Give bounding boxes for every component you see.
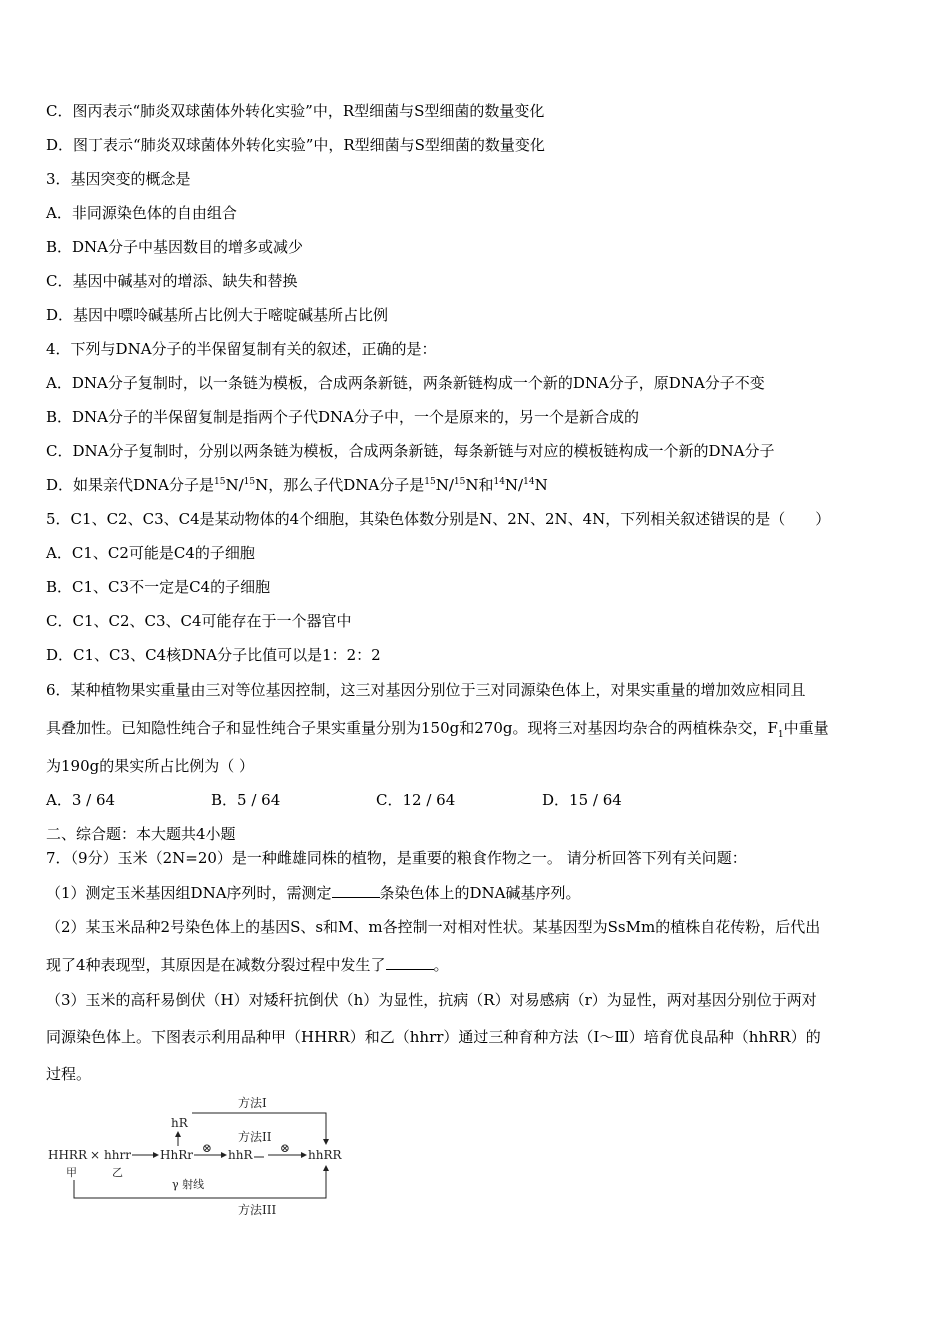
q6-text-1: 某种植物果实重量由三对等位基因控制，这三对基因分别位于三对同源染色体上，对果实重量的增加效应相同且 [70, 681, 806, 699]
q4d-text-4: N/ [435, 476, 454, 494]
question-4-option-c: C．DNA分子复制时，分别以两条链为模板，合成两条新链，每条新链与对应的模板链构成一个新的DNA分子 [46, 442, 775, 460]
q7-2-text-1: 现了4种表现型，其原因是在减数分裂过程中发生了 [46, 956, 386, 974]
q7-1-text-1: （1）测定玉米基因组DNA序列时，需测定 [46, 884, 332, 902]
q4d-text-2: N/ [225, 476, 244, 494]
f1-genotype: HhRr [160, 1148, 193, 1162]
question-7-part-3-line-2: 同源染色体上。下图表示利用品种甲（HHRR）和乙（hhrr）通过三种育种方法（Ⅰ～Ⅲ）培育优良品种（hhRR）的 [46, 1028, 821, 1046]
q6-option-b: B．5 / 64 [211, 791, 281, 809]
q4d-text-5: N和 [465, 476, 494, 494]
q6-sub: 1 [777, 730, 784, 740]
intermediate-genotype: hhR [228, 1148, 253, 1162]
q5-text: C1、C2、C3、C4是某动物体的4个细胞，其染色体数分别是N、2N、2N、4N，下列相关叙述错误的是（ ） [70, 510, 831, 528]
question-7-part-2-line-1: （2）某玉米品种2号染色体上的基因S、s和M、m各控制一对相对性状。某基因型为SsMm的植株自花传粉，后代出 [46, 918, 821, 936]
cross-symbol: × [90, 1148, 101, 1162]
question-5-option-b: B．C1、C3不一定是C4的子细胞 [46, 578, 271, 596]
question-3-option-c: C．基因中碱基对的增添、缺失和替换 [46, 272, 298, 290]
option-d-previous: D．图丁表示“肺炎双球菌体外转化实验”中，R型细菌与S型细菌的数量变化 [46, 136, 545, 154]
q4d-sup-4: 15 [453, 477, 466, 487]
question-5-option-c: C．C1、C2、C3、C4可能存在于一个器官中 [46, 612, 352, 630]
q5-number: 5． [46, 510, 71, 528]
question-3-option-d: D．基因中嘌呤碱基所占比例大于嘧啶碱基所占比例 [46, 306, 389, 324]
question-3-option-a: A．非同源染色体的自由组合 [46, 204, 237, 222]
q6-option-a: A．3 / 64 [46, 791, 116, 809]
method-3-label: 方法III [238, 1203, 277, 1217]
question-4-stem: 4．下列与DNA分子的半保留复制有关的叙述，正确的是： [46, 340, 437, 358]
question-6-options [46, 790, 746, 810]
question-7-part-2-line-2 [46, 955, 449, 975]
target-genotype: hhRR [308, 1148, 342, 1162]
answer-blank-1[interactable] [332, 883, 380, 898]
q4d-sup-5: 14 [493, 477, 505, 487]
q4d-text-1: D．如果亲代DNA分子是 [46, 476, 215, 494]
question-5-option-a: A．C1、C2可能是C4的子细胞 [46, 544, 255, 562]
question-6-line-2 [46, 718, 829, 738]
breeding-methods-diagram [44, 1092, 354, 1222]
self-cross-symbol-1: ⊗ [202, 1141, 213, 1155]
q7-number: 7．（9分） [46, 849, 118, 867]
gamete-genotype: hR [171, 1116, 188, 1130]
q6-number: 6． [46, 681, 71, 699]
section-2-heading: 二、综合题：本大题共4小题 [46, 825, 236, 843]
q4d-sup-3: 15 [424, 477, 436, 487]
question-4-option-d [46, 475, 548, 495]
q6-option-c: C．12 / 64 [376, 791, 456, 809]
question-5-stem [46, 509, 830, 529]
question-7-part-3-line-1: （3）玉米的高秆易倒伏（H）对矮秆抗倒伏（h）为显性，抗病（R）对易感病（r）为显性，两对基因分别位于两对 [46, 991, 817, 1009]
question-4-option-a: A．DNA分子复制时，以一条链为模板，合成两条新链，两条新链构成一个新的DNA分子，原DNA分子不变 [46, 374, 765, 392]
q7-1-text-2: 条染色体上的DNA碱基序列。 [379, 884, 581, 902]
question-6-line-1 [46, 680, 806, 700]
q6-option-d: D．15 / 64 [542, 791, 622, 809]
q4d-text-3: N，那么子代DNA分子是 [255, 476, 425, 494]
gamma-ray-label: γ 射线 [172, 1178, 205, 1191]
q7-text: 玉米（2N=20）是一种雌雄同株的植物，是重要的粮食作物之一。 请分析回答下列有关问题： [117, 849, 747, 867]
question-3-stem: 3．基因突变的概念是 [46, 170, 191, 188]
question-6-line-3: 为190g的果实所占比例为（ ） [46, 757, 255, 775]
q6-text-2: 具叠加性。已知隐性纯合子和显性纯合子果实重量分别为150g和270g。现将三对基因均杂合的两植株杂交，F [46, 719, 778, 737]
q7-2-text-2: 。 [433, 956, 449, 974]
question-3-option-b: B．DNA分子中基因数目的增多或减少 [46, 238, 304, 256]
question-4-option-b: B．DNA分子的半保留复制是指两个子代DNA分子中，一个是原来的，另一个是新合成的 [46, 408, 639, 426]
parent-1-genotype: HHRR [48, 1148, 87, 1162]
question-7-stem [46, 848, 747, 868]
self-cross-symbol-2: ⊗ [280, 1141, 291, 1155]
method-1-label: 方法I [238, 1096, 267, 1110]
parent-1-name: 甲 [66, 1166, 77, 1179]
answer-blank-2[interactable] [386, 955, 434, 970]
option-c-previous: C．图丙表示“肺炎双球菌体外转化实验”中，R型细菌与S型细菌的数量变化 [46, 102, 545, 120]
q6-text-3: 中重量 [783, 719, 829, 737]
q4d-sup-2: 15 [243, 477, 256, 487]
method-2-label: 方法II [238, 1130, 272, 1144]
parent-2-name: 乙 [112, 1166, 123, 1179]
q4d-text-7: N [534, 476, 548, 494]
question-5-option-d: D．C1、C3、C4核DNA分子比值可以是1：2：2 [46, 646, 381, 664]
question-7-part-3-line-3: 过程。 [46, 1065, 92, 1083]
q4d-sup-1: 15 [214, 477, 226, 487]
q4d-sup-6: 14 [523, 477, 535, 487]
q4d-text-6: N/ [504, 476, 524, 494]
question-7-part-1 [46, 883, 581, 903]
parent-2-genotype: hhrr [104, 1148, 131, 1162]
